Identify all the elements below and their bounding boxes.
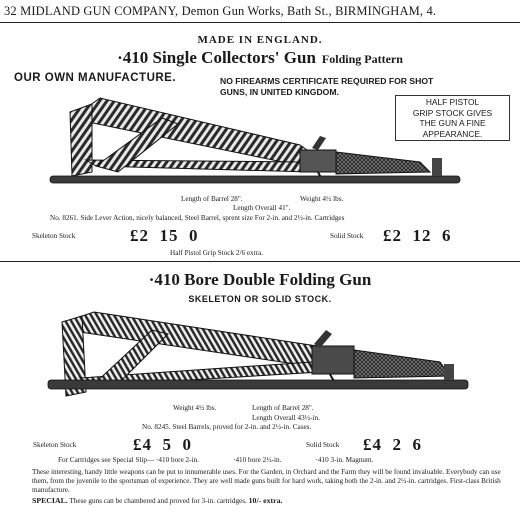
cartridges-note: For Cartridges see Special Slip— ·410 bore 2-in. ·410 bore 2½-in. ·410 3-in. Magnum. (58, 456, 374, 464)
single-weight: Weight 4½ lbs. (300, 195, 344, 203)
double-spec: No. 8245. Steel Barrels, proved for 2-in. and 2½-in. Cases. (142, 423, 312, 431)
section1-title-text: ·410 Single Collectors' Gun (117, 48, 316, 67)
boxed-note-line-4: APPEARANCE. (422, 128, 483, 139)
section1-subtitle: Folding Pattern (321, 52, 403, 66)
single-spec: No. 8261. Side Lever Action, nicely balanced, Steel Barrel, sprent size For 2-in. and 2½-in. Cartridges (50, 214, 345, 222)
skeleton-or-solid: SKELETON OR SOLID STOCK. (188, 294, 332, 304)
double-skeleton-price: £4 5 0 (133, 435, 192, 454)
special-label: SPECIAL. (32, 496, 68, 505)
special-text: These guns can be chambered and proved for 3-in. cartridges. (69, 497, 247, 505)
made-in-england: MADE IN ENGLAND. (197, 34, 323, 46)
single-solid-label: Solid Stock (330, 232, 364, 240)
certificate-line-1: NO FIREARMS CERTIFICATE REQUIRED FOR SHOT (220, 76, 434, 86)
own-manufacture: OUR OWN MANUFACTURE. (14, 72, 177, 84)
single-length-barrel: Length of Barrel 28". (181, 195, 243, 203)
section2-title: ·410 Bore Double Folding Gun (148, 270, 372, 289)
special-note (32, 496, 282, 505)
double-skeleton-label: Skeleton Stock (33, 441, 77, 449)
section-divider (0, 261, 520, 262)
single-skeleton-label: Skeleton Stock (32, 232, 76, 240)
double-solid-label: Solid Stock (306, 441, 340, 449)
description-paragraph: These interesting, handy little weapons can be put to innumerable uses. For the Garden, in Orchard and the Farm they will be found invaluable. Everybody can use them, from the juvenile to the sportsman of experience. They are well made guns built for hard work, taking both the 2-in. and 2½-in. cartridges. First-class British manufacture. (32, 468, 501, 495)
double-length-overall: Length Overall 43½-in. (252, 414, 320, 422)
boxed-note-line-2: GRIP STOCK GIVES (412, 107, 493, 118)
grip-extra-note: Half Pistol Grip Stock 2/6 extra. (170, 249, 264, 257)
certificate-line-2: GUNS, IN UNITED KINGDOM. (220, 87, 339, 97)
half-pistol-grip-note (395, 95, 510, 141)
boxed-note-line-1: HALF PISTOL (425, 97, 480, 107)
single-length-overall: Length Overall 41". (233, 204, 291, 212)
double-length-barrel: Length of Barrel 28". (252, 404, 314, 412)
double-solid-price: £4 2 6 (363, 435, 422, 454)
single-skeleton-price: £2 15 0 (130, 226, 199, 245)
special-price: 10/- extra. (248, 496, 283, 505)
double-weight: Weight 4½ lbs. (173, 404, 217, 412)
page-header: 32 MIDLAND GUN COMPANY, Demon Gun Works, Bath St., BIRMINGHAM, 4. (4, 4, 437, 18)
single-solid-price: £2 12 6 (383, 226, 452, 245)
boxed-note-line-3: THE GUN A FINE (419, 118, 486, 128)
